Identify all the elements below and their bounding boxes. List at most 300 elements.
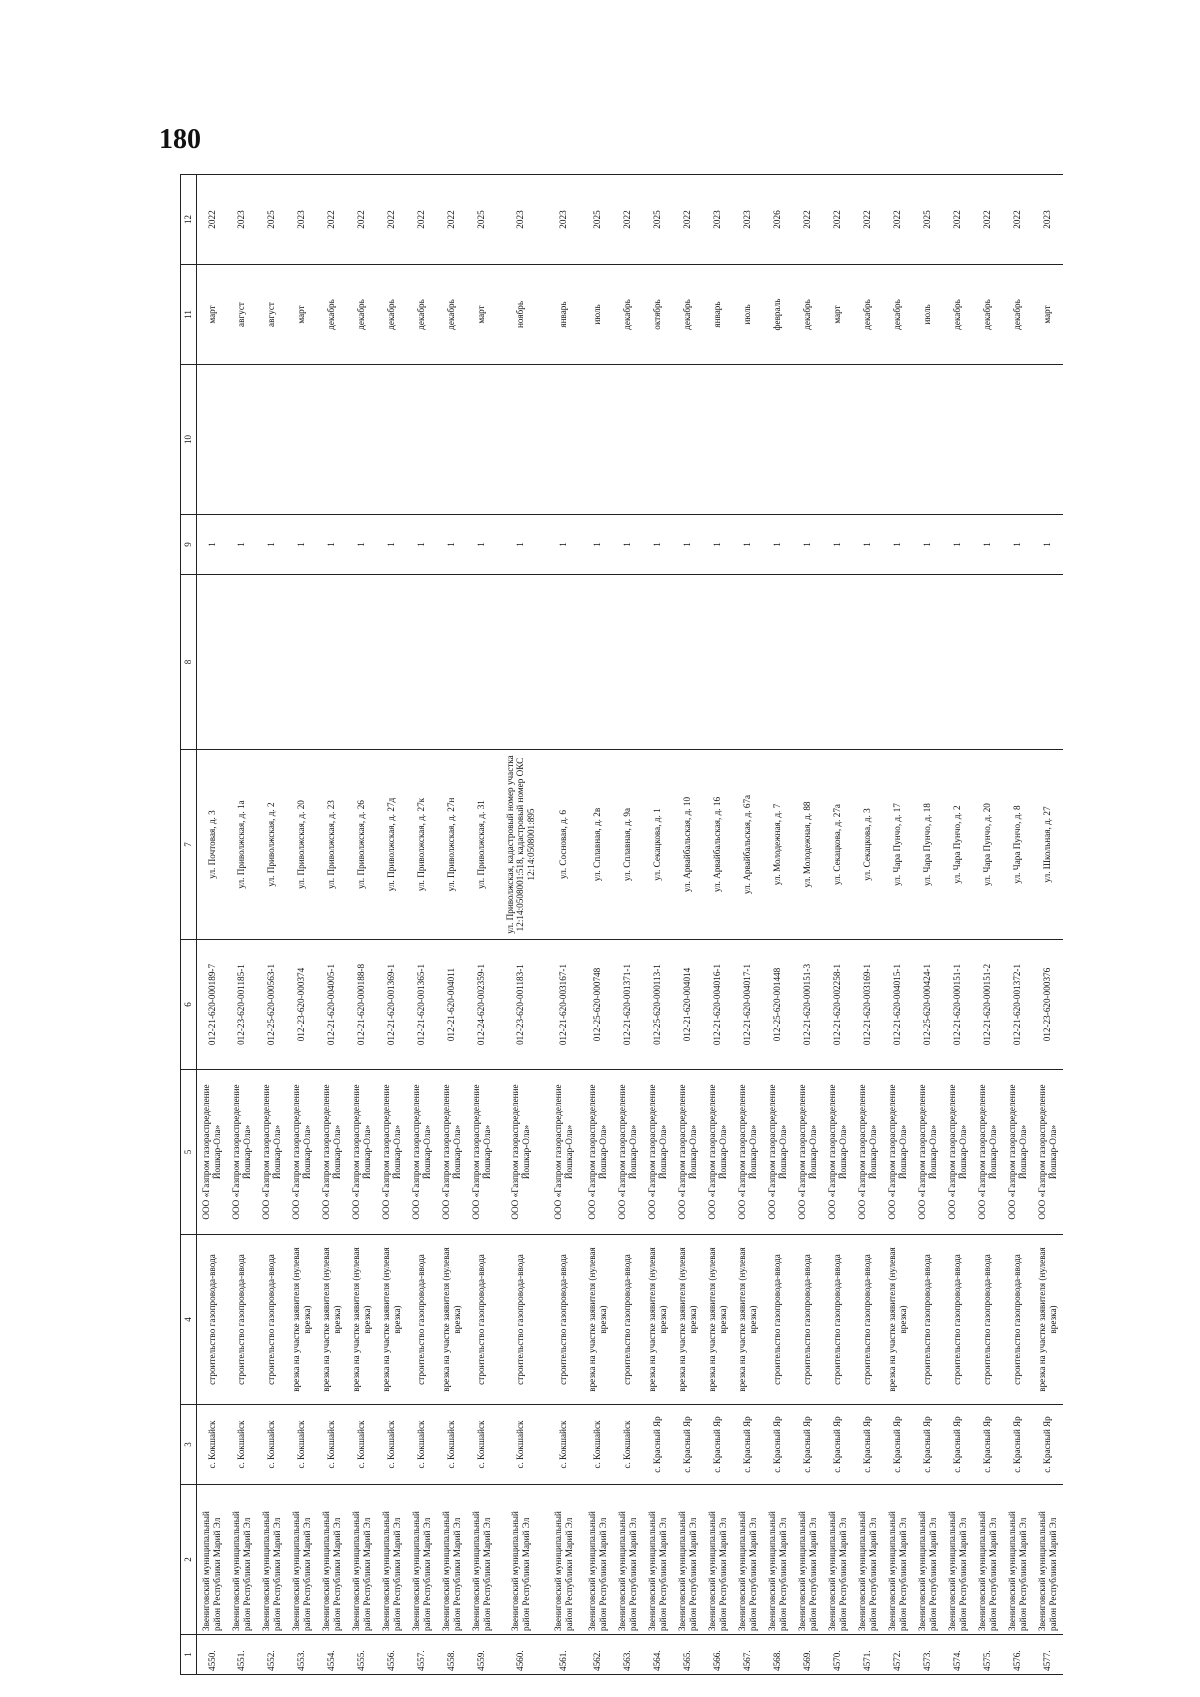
row-number-cell: 4573.: [913, 1635, 943, 1675]
count-cell: 1: [703, 515, 733, 575]
year-cell: 2022: [407, 175, 437, 265]
row-number-cell: 4561.: [545, 1635, 583, 1675]
work-type-cell: строительство газопровода-ввода: [823, 1235, 853, 1405]
year-cell: 2023: [545, 175, 583, 265]
month-cell: декабрь: [407, 265, 437, 365]
month-cell: декабрь: [347, 265, 377, 365]
row-number-cell: 4565.: [673, 1635, 703, 1675]
organization-cell: ООО «Газпром газораспределение Йошкар-Ола»: [1003, 1070, 1033, 1235]
application-code-cell: 012-21-620-001372-1: [1003, 940, 1033, 1070]
column-number-header: 3: [181, 1405, 197, 1485]
work-type-cell: строительство газопровода-ввода: [227, 1235, 257, 1405]
column-10-cell: [703, 365, 733, 515]
district-cell: Звениговский муниципальный район Республики Марий Эл: [197, 1485, 227, 1635]
month-cell: декабрь: [943, 265, 973, 365]
year-cell: 2022: [883, 175, 913, 265]
application-code-cell: 012-21-620-004016-1: [703, 940, 733, 1070]
work-type-cell: врезка на участке заявителя (нулевая врезка): [347, 1235, 377, 1405]
address-cell: ул. Приволжская, д. 27к: [407, 750, 437, 940]
column-10-cell: [1003, 365, 1033, 515]
work-type-cell: врезка на участке заявителя (нулевая врезка): [1033, 1235, 1063, 1405]
table-row: [317, 175, 347, 1675]
year-cell: 2022: [317, 175, 347, 265]
district-cell: Звениговский муниципальный район Республики Марий Эл: [497, 1485, 545, 1635]
year-cell: 2022: [437, 175, 467, 265]
organization-cell: ООО «Газпром газораспределение Йошкар-Ола»: [733, 1070, 763, 1235]
row-number-cell: 4564.: [643, 1635, 673, 1675]
application-code-cell: 012-21-620-000151-3: [793, 940, 823, 1070]
organization-cell: ООО «Газпром газораспределение Йошкар-Ола»: [583, 1070, 613, 1235]
application-code-cell: 012-21-620-004014: [673, 940, 703, 1070]
application-code-cell: 012-21-620-004005-1: [317, 940, 347, 1070]
count-cell: 1: [437, 515, 467, 575]
address-cell: ул. Молодежная, д. 88: [793, 750, 823, 940]
organization-cell: ООО «Газпром газораспределение Йошкар-Ола»: [823, 1070, 853, 1235]
year-cell: 2023: [227, 175, 257, 265]
table-row: [257, 175, 287, 1675]
row-number-cell: 4563.: [613, 1635, 643, 1675]
address-cell: ул. Приволжская, д. 1а: [227, 750, 257, 940]
column-10-cell: [347, 365, 377, 515]
count-cell: 1: [673, 515, 703, 575]
column-8-cell: [703, 575, 733, 750]
year-cell: 2022: [973, 175, 1003, 265]
organization-cell: ООО «Газпром газораспределение Йошкар-Ола»: [497, 1070, 545, 1235]
row-number-cell: 4554.: [317, 1635, 347, 1675]
work-type-cell: строительство газопровода-ввода: [943, 1235, 973, 1405]
column-8-cell: [467, 575, 497, 750]
column-10-cell: [943, 365, 973, 515]
organization-cell: ООО «Газпром газораспределение Йошкар-Ола»: [197, 1070, 227, 1235]
month-cell: август: [227, 265, 257, 365]
column-8-cell: [437, 575, 467, 750]
address-cell: ул. Секацкова, д. 1: [643, 750, 673, 940]
address-cell: ул. Приволжская, д. 27д: [377, 750, 407, 940]
row-number-cell: 4569.: [793, 1635, 823, 1675]
row-number-cell: 4570.: [823, 1635, 853, 1675]
application-code-cell: 012-21-620-003167-1: [545, 940, 583, 1070]
year-cell: 2023: [733, 175, 763, 265]
organization-cell: ООО «Газпром газораспределение Йошкар-Ола»: [377, 1070, 407, 1235]
table-row: [1003, 175, 1033, 1675]
district-cell: Звениговский муниципальный район Республики Марий Эл: [1003, 1485, 1033, 1635]
row-number-cell: 4557.: [407, 1635, 437, 1675]
row-number-cell: 4555.: [347, 1635, 377, 1675]
count-cell: 1: [763, 515, 793, 575]
work-type-cell: строительство газопровода-ввода: [763, 1235, 793, 1405]
table-row: [613, 175, 643, 1675]
district-cell: Звениговский муниципальный район Республики Марий Эл: [643, 1485, 673, 1635]
year-cell: 2023: [497, 175, 545, 265]
column-8-cell: [545, 575, 583, 750]
work-type-cell: строительство газопровода-ввода: [853, 1235, 883, 1405]
table-row: [763, 175, 793, 1675]
column-number-header: 1: [181, 1635, 197, 1675]
district-cell: Звениговский муниципальный район Республики Марий Эл: [823, 1485, 853, 1635]
month-cell: январь: [703, 265, 733, 365]
column-number-row: [181, 175, 197, 1675]
address-cell: ул. Чара Пунчо, д. 18: [913, 750, 943, 940]
month-cell: декабрь: [793, 265, 823, 365]
column-number-header: 9: [181, 515, 197, 575]
column-10-cell: [973, 365, 1003, 515]
work-type-cell: строительство газопровода-ввода: [1003, 1235, 1033, 1405]
column-8-cell: [317, 575, 347, 750]
settlement-cell: с. Кокшайск: [347, 1405, 377, 1485]
address-cell: ул. Арвайбальская, д. 67а: [733, 750, 763, 940]
application-code-cell: 012-21-620-003169-1: [853, 940, 883, 1070]
column-8-cell: [1003, 575, 1033, 750]
column-number-header: 2: [181, 1485, 197, 1635]
district-cell: Звениговский муниципальный район Республики Марий Эл: [545, 1485, 583, 1635]
application-code-cell: 012-21-620-004017-1: [733, 940, 763, 1070]
application-code-cell: 012-21-620-001365-1: [407, 940, 437, 1070]
organization-cell: ООО «Газпром газораспределение Йошкар-Ола»: [853, 1070, 883, 1235]
application-code-cell: 012-25-620-000563-1: [257, 940, 287, 1070]
work-type-cell: врезка на участке заявителя (нулевая врезка): [643, 1235, 673, 1405]
application-code-cell: 012-25-620-000424-1: [913, 940, 943, 1070]
column-8-cell: [1033, 575, 1063, 750]
table-row: [913, 175, 943, 1675]
organization-cell: ООО «Газпром газораспределение Йошкар-Ола»: [943, 1070, 973, 1235]
work-type-cell: строительство газопровода-ввода: [497, 1235, 545, 1405]
column-8-cell: [257, 575, 287, 750]
column-8-cell: [943, 575, 973, 750]
column-8-cell: [763, 575, 793, 750]
column-10-cell: [197, 365, 227, 515]
year-cell: 2022: [853, 175, 883, 265]
count-cell: 1: [347, 515, 377, 575]
column-8-cell: [733, 575, 763, 750]
application-code-cell: 012-21-620-004011: [437, 940, 467, 1070]
count-cell: 1: [913, 515, 943, 575]
column-8-cell: [793, 575, 823, 750]
rotated-sheet: [180, 175, 1060, 1675]
column-8-cell: [287, 575, 317, 750]
column-number-header: 10: [181, 365, 197, 515]
organization-cell: ООО «Газпром газораспределение Йошкар-Ола»: [913, 1070, 943, 1235]
row-number-cell: 4562.: [583, 1635, 613, 1675]
work-type-cell: врезка на участке заявителя (нулевая врезка): [287, 1235, 317, 1405]
organization-cell: ООО «Газпром газораспределение Йошкар-Ола»: [287, 1070, 317, 1235]
settlement-cell: с. Кокшайск: [377, 1405, 407, 1485]
column-8-cell: [613, 575, 643, 750]
month-cell: март: [287, 265, 317, 365]
address-cell: ул. Чара Пунчо, д. 2: [943, 750, 973, 940]
year-cell: 2022: [1003, 175, 1033, 265]
settlement-cell: с. Красный Яр: [793, 1405, 823, 1485]
settlement-cell: с. Кокшайск: [497, 1405, 545, 1485]
application-code-cell: 012-25-620-000748: [583, 940, 613, 1070]
application-code-cell: 012-21-620-004015-1: [883, 940, 913, 1070]
row-number-cell: 4553.: [287, 1635, 317, 1675]
work-type-cell: строительство газопровода-ввода: [197, 1235, 227, 1405]
month-cell: декабрь: [377, 265, 407, 365]
table-row: [703, 175, 733, 1675]
year-cell: 2023: [1033, 175, 1063, 265]
application-code-cell: 012-21-620-000188-8: [347, 940, 377, 1070]
year-cell: 2022: [613, 175, 643, 265]
organization-cell: ООО «Газпром газораспределение Йошкар-Ола»: [643, 1070, 673, 1235]
organization-cell: ООО «Газпром газораспределение Йошкар-Ола»: [613, 1070, 643, 1235]
table-row: [227, 175, 257, 1675]
table-row: [545, 175, 583, 1675]
column-10-cell: [257, 365, 287, 515]
settlement-cell: с. Красный Яр: [913, 1405, 943, 1485]
count-cell: 1: [257, 515, 287, 575]
settlement-cell: с. Красный Яр: [883, 1405, 913, 1485]
application-code-cell: 012-23-620-000376: [1033, 940, 1063, 1070]
row-number-cell: 4568.: [763, 1635, 793, 1675]
count-cell: 1: [227, 515, 257, 575]
application-code-cell: 012-21-620-002258-1: [823, 940, 853, 1070]
column-number-header: 6: [181, 940, 197, 1070]
month-cell: февраль: [763, 265, 793, 365]
address-cell: ул. Секацкова, д. 3: [853, 750, 883, 940]
application-code-cell: 012-21-620-000189-7: [197, 940, 227, 1070]
district-cell: Звениговский муниципальный район Республики Марий Эл: [673, 1485, 703, 1635]
month-cell: июль: [583, 265, 613, 365]
count-cell: 1: [883, 515, 913, 575]
settlement-cell: с. Кокшайск: [257, 1405, 287, 1485]
application-code-cell: 012-21-620-001371-1: [613, 940, 643, 1070]
settlement-cell: с. Красный Яр: [703, 1405, 733, 1485]
settlement-cell: с. Кокшайск: [583, 1405, 613, 1485]
district-cell: Звениговский муниципальный район Республики Марий Эл: [583, 1485, 613, 1635]
count-cell: 1: [1033, 515, 1063, 575]
year-cell: 2022: [823, 175, 853, 265]
organization-cell: ООО «Газпром газораспределение Йошкар-Ола»: [793, 1070, 823, 1235]
work-type-cell: строительство газопровода-ввода: [545, 1235, 583, 1405]
column-number-header: 12: [181, 175, 197, 265]
count-cell: 1: [823, 515, 853, 575]
district-cell: Звениговский муниципальный район Республики Марий Эл: [973, 1485, 1003, 1635]
address-cell: ул. Секацкова, д. 27а: [823, 750, 853, 940]
column-8-cell: [673, 575, 703, 750]
table-body: [197, 175, 1063, 1675]
column-10-cell: [1033, 365, 1063, 515]
organization-cell: ООО «Газпром газораспределение Йошкар-Ола»: [227, 1070, 257, 1235]
column-8-cell: [883, 575, 913, 750]
settlement-cell: с. Кокшайск: [545, 1405, 583, 1485]
organization-cell: ООО «Газпром газораспределение Йошкар-Ола»: [703, 1070, 733, 1235]
month-cell: июль: [913, 265, 943, 365]
count-cell: 1: [497, 515, 545, 575]
organization-cell: ООО «Газпром газораспределение Йошкар-Ола»: [973, 1070, 1003, 1235]
count-cell: 1: [943, 515, 973, 575]
table-row: [673, 175, 703, 1675]
district-cell: Звениговский муниципальный район Республики Марий Эл: [913, 1485, 943, 1635]
count-cell: 1: [287, 515, 317, 575]
row-number-cell: 4556.: [377, 1635, 407, 1675]
district-cell: Звениговский муниципальный район Республики Марий Эл: [613, 1485, 643, 1635]
month-cell: декабрь: [673, 265, 703, 365]
work-type-cell: врезка на участке заявителя (нулевая врезка): [673, 1235, 703, 1405]
table-row: [823, 175, 853, 1675]
column-10-cell: [545, 365, 583, 515]
count-cell: 1: [853, 515, 883, 575]
work-type-cell: врезка на участке заявителя (нулевая врезка): [437, 1235, 467, 1405]
organization-cell: ООО «Газпром газораспределение Йошкар-Ола»: [347, 1070, 377, 1235]
district-cell: Звениговский муниципальный район Республики Марий Эл: [407, 1485, 437, 1635]
row-number-cell: 4572.: [883, 1635, 913, 1675]
address-cell: ул. Приволжская, д. 2: [257, 750, 287, 940]
count-cell: 1: [793, 515, 823, 575]
column-10-cell: [643, 365, 673, 515]
application-code-cell: 012-21-620-000151-2: [973, 940, 1003, 1070]
month-cell: июль: [733, 265, 763, 365]
row-number-cell: 4550.: [197, 1635, 227, 1675]
district-cell: Звениговский муниципальный район Республики Марий Эл: [467, 1485, 497, 1635]
column-8-cell: [853, 575, 883, 750]
settlement-cell: с. Красный Яр: [853, 1405, 883, 1485]
column-10-cell: [913, 365, 943, 515]
work-type-cell: строительство газопровода-ввода: [257, 1235, 287, 1405]
work-type-cell: строительство газопровода-ввода: [793, 1235, 823, 1405]
row-number-cell: 4577.: [1033, 1635, 1063, 1675]
address-cell: ул. Приволжская, кадастровый номер участка 12:14:0508001:518, кадастровый номер ОКС 12:14:0508001:895: [497, 750, 545, 940]
organization-cell: ООО «Газпром газораспределение Йошкар-Ола»: [883, 1070, 913, 1235]
work-type-cell: врезка на участке заявителя (нулевая врезка): [883, 1235, 913, 1405]
column-10-cell: [673, 365, 703, 515]
column-10-cell: [763, 365, 793, 515]
settlement-cell: с. Кокшайск: [407, 1405, 437, 1485]
organization-cell: ООО «Газпром газораспределение Йошкар-Ола»: [407, 1070, 437, 1235]
column-8-cell: [497, 575, 545, 750]
year-cell: 2023: [703, 175, 733, 265]
work-type-cell: врезка на участке заявителя (нулевая врезка): [317, 1235, 347, 1405]
count-cell: 1: [317, 515, 347, 575]
organization-cell: ООО «Газпром газораспределение Йошкар-Ола»: [545, 1070, 583, 1235]
column-10-cell: [793, 365, 823, 515]
address-cell: ул. Чара Пунчо, д. 8: [1003, 750, 1033, 940]
table-row: [643, 175, 673, 1675]
column-number-header: 5: [181, 1070, 197, 1235]
row-number-cell: 4551.: [227, 1635, 257, 1675]
table-row: [497, 175, 545, 1675]
application-code-cell: 012-23-620-000374: [287, 940, 317, 1070]
year-cell: 2022: [197, 175, 227, 265]
work-type-cell: строительство газопровода-ввода: [613, 1235, 643, 1405]
address-cell: ул. Почтовая, д. 3: [197, 750, 227, 940]
settlement-cell: с. Кокшайск: [467, 1405, 497, 1485]
column-10-cell: [823, 365, 853, 515]
district-cell: Звениговский муниципальный район Республики Марий Эл: [853, 1485, 883, 1635]
district-cell: Звениговский муниципальный район Республики Марий Эл: [733, 1485, 763, 1635]
row-number-cell: 4571.: [853, 1635, 883, 1675]
column-10-cell: [883, 365, 913, 515]
month-cell: март: [467, 265, 497, 365]
column-10-cell: [377, 365, 407, 515]
month-cell: декабрь: [973, 265, 1003, 365]
address-cell: ул. Приволжская, д. 20: [287, 750, 317, 940]
month-cell: декабрь: [437, 265, 467, 365]
work-type-cell: врезка на участке заявителя (нулевая врезка): [583, 1235, 613, 1405]
page-number: 180: [159, 124, 201, 155]
work-type-cell: врезка на участке заявителя (нулевая врезка): [703, 1235, 733, 1405]
settlement-cell: с. Кокшайск: [287, 1405, 317, 1485]
year-cell: 2025: [643, 175, 673, 265]
address-cell: ул. Приволжская, д. 31: [467, 750, 497, 940]
year-cell: 2022: [377, 175, 407, 265]
organization-cell: ООО «Газпром газораспределение Йошкар-Ола»: [257, 1070, 287, 1235]
year-cell: 2022: [943, 175, 973, 265]
month-cell: декабрь: [883, 265, 913, 365]
address-cell: ул. Школьная, д. 27: [1033, 750, 1063, 940]
year-cell: 2025: [257, 175, 287, 265]
column-8-cell: [643, 575, 673, 750]
table-row: [1033, 175, 1063, 1675]
column-10-cell: [287, 365, 317, 515]
application-code-cell: 012-23-620-001185-1: [227, 940, 257, 1070]
month-cell: март: [1033, 265, 1063, 365]
table-row: [467, 175, 497, 1675]
month-cell: август: [257, 265, 287, 365]
column-10-cell: [437, 365, 467, 515]
application-code-cell: 012-25-620-001448: [763, 940, 793, 1070]
count-cell: 1: [643, 515, 673, 575]
district-cell: Звениговский муниципальный район Республики Марий Эл: [793, 1485, 823, 1635]
table-row: [437, 175, 467, 1675]
district-cell: Звениговский муниципальный район Республики Марий Эл: [347, 1485, 377, 1635]
column-10-cell: [497, 365, 545, 515]
application-code-cell: 012-25-620-000113-1: [643, 940, 673, 1070]
count-cell: 1: [407, 515, 437, 575]
column-8-cell: [227, 575, 257, 750]
count-cell: 1: [973, 515, 1003, 575]
district-cell: Звениговский муниципальный район Республики Марий Эл: [943, 1485, 973, 1635]
address-cell: ул. Сплавная, д. 9а: [613, 750, 643, 940]
organization-cell: ООО «Газпром газораспределение Йошкар-Ола»: [1033, 1070, 1063, 1235]
count-cell: 1: [545, 515, 583, 575]
settlement-cell: с. Кокшайск: [317, 1405, 347, 1485]
month-cell: ноябрь: [497, 265, 545, 365]
row-number-cell: 4576.: [1003, 1635, 1033, 1675]
organization-cell: ООО «Газпром газораспределение Йошкар-Ола»: [763, 1070, 793, 1235]
month-cell: декабрь: [853, 265, 883, 365]
month-cell: декабрь: [613, 265, 643, 365]
count-cell: 1: [733, 515, 763, 575]
settlement-cell: с. Красный Яр: [673, 1405, 703, 1485]
table-row: [197, 175, 227, 1675]
work-type-cell: врезка на участке заявителя (нулевая врезка): [733, 1235, 763, 1405]
work-type-cell: строительство газопровода-ввода: [467, 1235, 497, 1405]
settlement-cell: с. Кокшайск: [197, 1405, 227, 1485]
district-cell: Звениговский муниципальный район Республики Марий Эл: [377, 1485, 407, 1635]
column-10-cell: [613, 365, 643, 515]
application-code-cell: 012-24-620-002359-1: [467, 940, 497, 1070]
year-cell: 2025: [583, 175, 613, 265]
settlement-cell: с. Кокшайск: [437, 1405, 467, 1485]
column-10-cell: [407, 365, 437, 515]
gas-connection-table: [180, 174, 1063, 1675]
organization-cell: ООО «Газпром газораспределение Йошкар-Ола»: [437, 1070, 467, 1235]
application-code-cell: 012-23-620-001183-1: [497, 940, 545, 1070]
address-cell: ул. Молодежная, д. 7: [763, 750, 793, 940]
settlement-cell: с. Красный Яр: [643, 1405, 673, 1485]
year-cell: 2022: [347, 175, 377, 265]
settlement-cell: с. Кокшайск: [227, 1405, 257, 1485]
column-number-header: 8: [181, 575, 197, 750]
column-8-cell: [823, 575, 853, 750]
organization-cell: ООО «Газпром газораспределение Йошкар-Ола»: [673, 1070, 703, 1235]
settlement-cell: с. Красный Яр: [763, 1405, 793, 1485]
address-cell: ул. Сплавная, д. 2в: [583, 750, 613, 940]
district-cell: Звениговский муниципальный район Республики Марий Эл: [883, 1485, 913, 1635]
column-10-cell: [853, 365, 883, 515]
settlement-cell: с. Красный Яр: [823, 1405, 853, 1485]
column-number-header: 11: [181, 265, 197, 365]
